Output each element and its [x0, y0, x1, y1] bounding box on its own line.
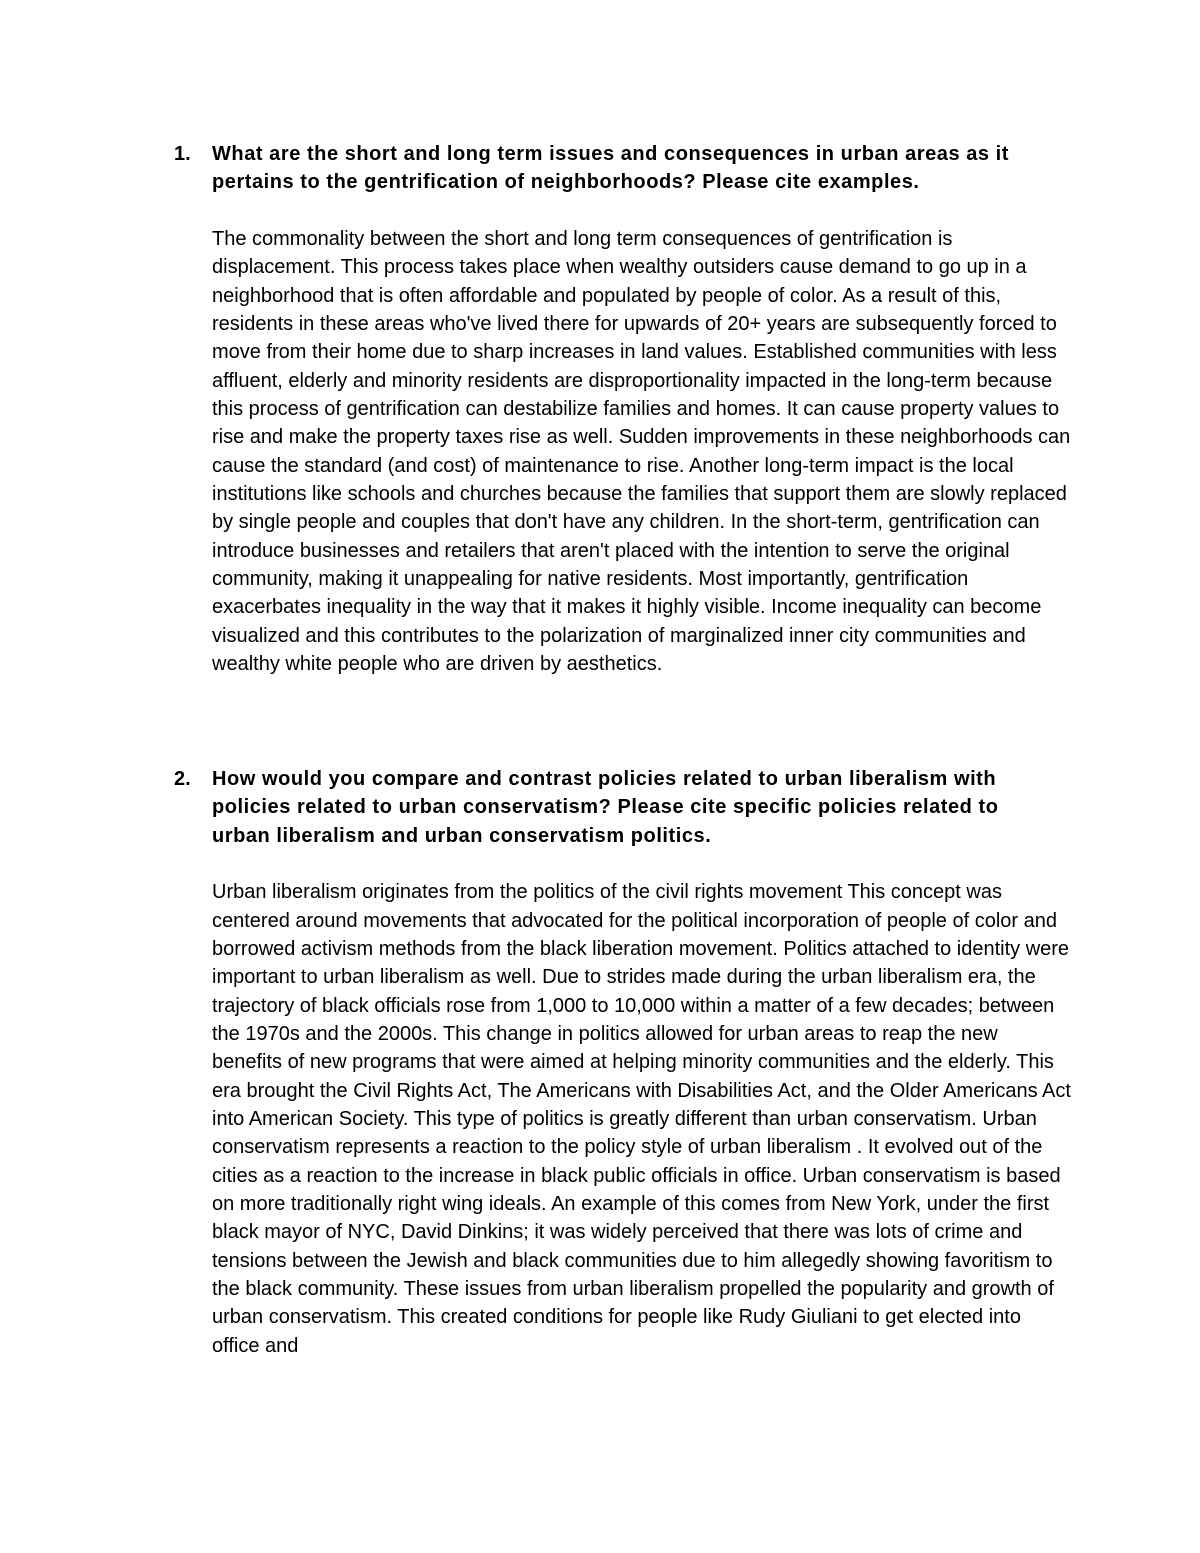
question-block-2 [174, 765, 1074, 1360]
question-number: 1. [174, 143, 191, 165]
question-prompt: How would you compare and contrast policies related to urban liberalism with policies related to urban conservatism? Please cite specific policies related to urban liberalism and urban conservatism politics. [212, 768, 999, 847]
question-block-1 [174, 140, 1074, 678]
question-number: 2. [174, 768, 191, 790]
answer-paragraph: The commonality between the short and long term consequences of gentrification is displacement. This process takes place when wealthy outsiders cause demand to go up in a neighborhood that is often affordable and populated by people of color. As a result of this, residents in these areas who've lived there for upwards of 20+ years are subsequently forced to move from their home due to sharp increases in land values. Established communities with less affluent, elderly and minority residents are disproportionality impacted in the long-term because this process of gentrification can destabilize families and homes. It can cause property values to rise and make the property taxes rise as well. Sudden improvements in these neighborhoods can cause the standard (and cost) of maintenance to rise. Another long-term impact is the local institutions like schools and churches because the families that support them are slowly replaced by single people and couples that don't have any children. In the short-term, gentrification can introduce businesses and retailers that aren't placed with the intention to serve the original community, making it unappealing for native residents. Most importantly, gentrification exacerbates inequality in the way that it makes it highly visible. Income inequality can become visualized and this contributes to the polarization of marginalized inner city communities and wealthy white people who are driven by aesthetics. [212, 227, 1071, 675]
answer-paragraph: Urban liberalism originates from the politics of the civil rights movement This concept was centered around movements that advocated for the political incorporation of people of color and borrowed activism methods from the black liberation movement. Politics attached to identity were important to urban liberalism as well. Due to strides made during the urban liberalism era, the trajectory of black officials rose from 1,000 to 10,000 within a matter of a few decades; between the 1970s and the 2000s. This change in politics allowed for urban areas to reap the new benefits of new programs that were aimed at helping minority communities and the elderly. This era brought the Civil Rights Act, The Americans with Disabilities Act, and the Older Americans Act into American Society. This type of politics is greatly different than urban conservatism. Urban conservatism represents a reaction to the policy style of urban liberalism . It evolved out of the cities as a reaction to the increase in black public officials in office. Urban conservatism is based on more traditionally right wing ideals. An example of this comes from New York, under the first black mayor of NYC, David Dinkins; it was widely perceived that there was lots of crime and tensions between the Jewish and black communities due to him allegedly showing favoritism to the black community. These issues from urban liberalism propelled the popularity and growth of urban conservatism. This created conditions for people like Rudy Giuliani to get elected into office and [212, 881, 1071, 1357]
question-prompt: What are the short and long term issues and consequences in urban areas as it pertains to the gentrification of neighborhoods? Please cite examples. [212, 143, 1009, 194]
